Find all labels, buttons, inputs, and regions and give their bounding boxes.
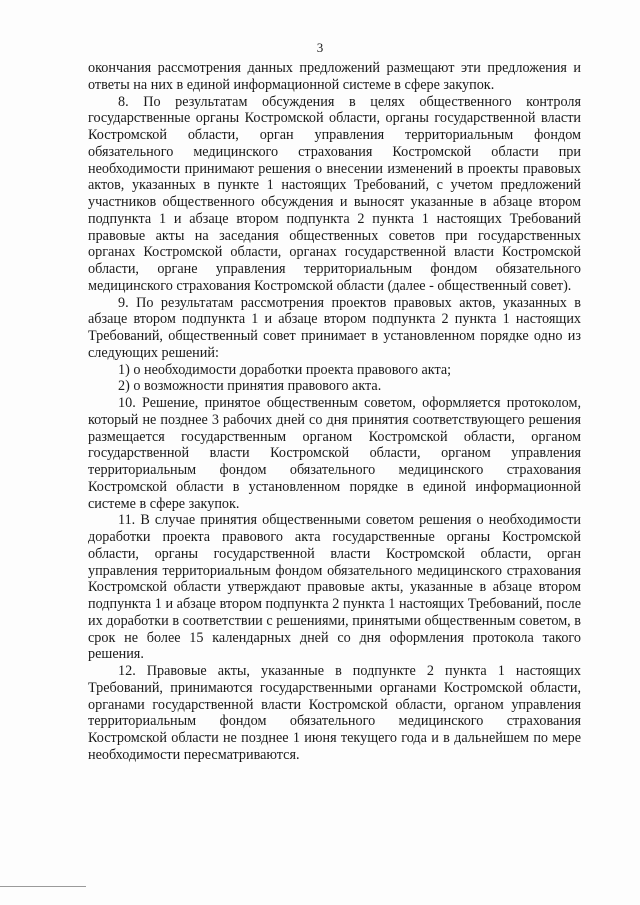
page-number: 3 [316, 40, 324, 55]
footer-rule [0, 886, 86, 887]
paragraph-item-9-2: 2) о возможности принятия правового акта. [118, 378, 382, 395]
paragraph-item-8: 8. По результатам обсуждения в целях общественного контроля государственные органы Костромской области, органы государственной власти Костромской области, орган управления территориальным фондом обязательного медицинского страхования Костромской области при необходимости принимают решения о внесении изменений в проекты правовых актов, указанных в пункте 1 настоящих Требований, с учетом предложений участников общественного обсуждения и выносят указанные в абзаце втором подпункта 1 и абзаце втором подпункта 2 пункта 1 настоящих Требований правовые акты на заседания общественных советов при государственных органах Костромской области, органах государственной власти Костромской области, органе управления территориальным фондом обязательного медицинского страхования Костромской области (далее - общественный совет). [88, 93, 581, 294]
paragraph-item-10: 10. Решение, принятое общественным советом, оформляется протоколом, который не позднее 3 рабочих дней со дня принятия соответствующего решения размещается государственным органом Костромской области, органом государственной власти Костромской области, органом управления территориальным фондом обязательного медицинского страхования Костромской области в установленном порядке в единой информационной системе в сфере закупок. [88, 395, 581, 512]
paragraph-item-9-1: 1) о необходимости доработки проекта правового акта; [118, 361, 452, 378]
paragraph-item-11: 11. В случае принятия общественными советом решения о необходимости доработки проекта правового акта государственные органы Костромской области, органы государственной власти Костромской области, орган управления территориальным фондом обязательного медицинского страхования Костромской области утверждают правовые акты, указанные в абзаце втором подпункта 1 и абзаце втором подпункта 2 пункта 1 настоящих Требований, после их доработки в соответствии с решениями, принятыми общественным советом, в срок не более 15 календарных дней со дня оформления протокола такого решения. [88, 512, 581, 663]
paragraph-continuation: окончания рассмотрения данных предложений размещают эти предложения и ответы на них в единой информационной системе в сфере закупок. [88, 60, 581, 93]
paragraph-item-9: 9. По результатам рассмотрения проектов правовых актов, указанных в абзаце втором подпункта 1 и абзаце втором подпункта 2 пункта 1 настоящих Требований, общественный совет принимает в установленном порядке одно из следующих решений: [88, 294, 581, 361]
document-body [88, 60, 581, 764]
paragraph-item-12: 12. Правовые акты, указанные в подпункте 2 пункта 1 настоящих Требований, принимаются государственными органами Костромской области, органами государственной власти Костромской области, органом управления территориальным фондом обязательного медицинского страхования Костромской области не позднее 1 июня текущего года и в дальнейшем по мере необходимости пересматриваются. [88, 663, 581, 763]
